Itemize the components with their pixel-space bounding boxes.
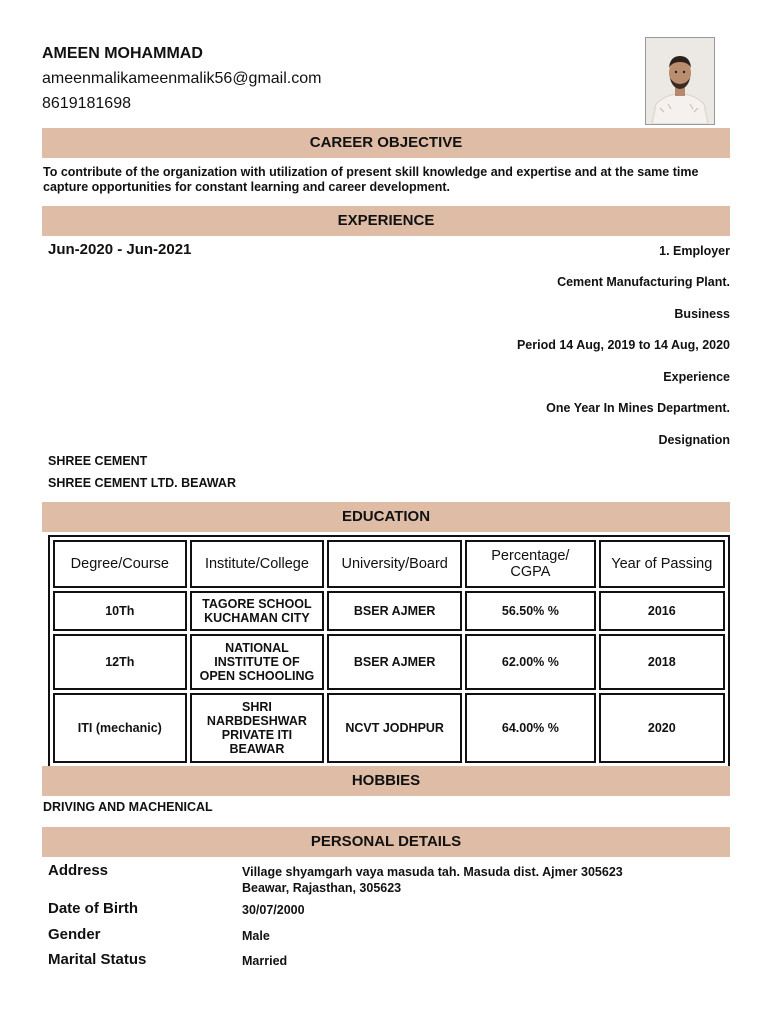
cell-year: 2018 — [599, 634, 725, 690]
candidate-email: ameenmalikameenmalik56@gmail.com — [42, 70, 322, 87]
designation-label: Designation — [658, 433, 730, 447]
marital-status-value: Married — [242, 954, 288, 968]
cell-university: BSER AJMER — [327, 634, 462, 690]
gender-label: Gender — [48, 926, 101, 943]
company-full-name: SHREE CEMENT LTD. BEAWAR — [48, 476, 236, 490]
dob-value: 30/07/2000 — [242, 903, 305, 917]
company-name: SHREE CEMENT — [48, 454, 148, 468]
cell-percentage: 64.00% % — [465, 693, 596, 763]
hobbies-text: DRIVING AND MACHENICAL — [43, 800, 213, 814]
cell-degree: ITI (mechanic) — [53, 693, 187, 763]
cell-university: NCVT JODHPUR — [327, 693, 462, 763]
section-experience: EXPERIENCE — [42, 206, 730, 236]
education-header-row — [53, 540, 725, 588]
cell-institute: NATIONAL INSTITUTE OF OPEN SCHOOLING — [190, 634, 325, 690]
section-hobbies: HOBBIES — [42, 766, 730, 796]
address-line-1: Village shyamgarh vaya masuda tah. Masuda dist. Ajmer 305623 — [242, 865, 623, 879]
section-career-objective: CAREER OBJECTIVE — [42, 128, 730, 158]
cell-year: 2016 — [599, 591, 725, 631]
cell-percentage: 62.00% % — [465, 634, 596, 690]
table-row — [53, 693, 725, 763]
cell-institute: TAGORE SCHOOL KUCHAMAN CITY — [190, 591, 325, 631]
cell-degree: 12Th — [53, 634, 187, 690]
profile-photo — [645, 37, 715, 125]
cell-institute: SHRI NARBDESHWAR PRIVATE ITI BEAWAR — [190, 693, 325, 763]
experience-label: Experience — [663, 370, 730, 384]
header-institute: Institute/College — [190, 540, 325, 588]
cell-year: 2020 — [599, 693, 725, 763]
cell-university: BSER AJMER — [327, 591, 462, 631]
header-year: Year of Passing — [599, 540, 725, 588]
header-university: University/Board — [327, 540, 462, 588]
education-table — [48, 535, 730, 768]
marital-status-label: Marital Status — [48, 951, 147, 968]
experience-period-detail: Period 14 Aug, 2019 to 14 Aug, 2020 — [516, 338, 730, 352]
section-education: EDUCATION — [42, 502, 730, 532]
profile-photo-image — [646, 38, 714, 124]
experience-detail: One Year In Mines Department. — [546, 401, 730, 415]
table-row — [53, 634, 725, 690]
experience-employer: Cement Manufacturing Plant. — [557, 275, 730, 289]
section-personal-details: PERSONAL DETAILS — [42, 827, 730, 857]
address-label: Address — [48, 862, 109, 879]
header-degree: Degree/Course — [53, 540, 187, 588]
experience-employer-label: 1. Employer — [659, 244, 730, 258]
dob-label: Date of Birth — [48, 900, 138, 917]
address-line-2: Beawar, Rajasthan, 305623 — [242, 881, 402, 895]
experience-period: Jun-2020 - Jun-2021 — [48, 241, 192, 258]
header-percentage: Percentage/ CGPA — [465, 540, 596, 588]
table-row — [53, 591, 725, 631]
gender-value: Male — [242, 929, 270, 943]
objective-text: To contribute of the organization with utilization of present skill knowledge and expertise and at the same time capture opportunities for constant learning and career development. — [43, 165, 699, 194]
cell-percentage: 56.50% % — [465, 591, 596, 631]
candidate-phone: 8619181698 — [42, 95, 131, 112]
cell-degree: 10Th — [53, 591, 187, 631]
candidate-name: AMEEN MOHAMMAD — [42, 45, 203, 62]
experience-business-label: Business — [674, 307, 730, 321]
